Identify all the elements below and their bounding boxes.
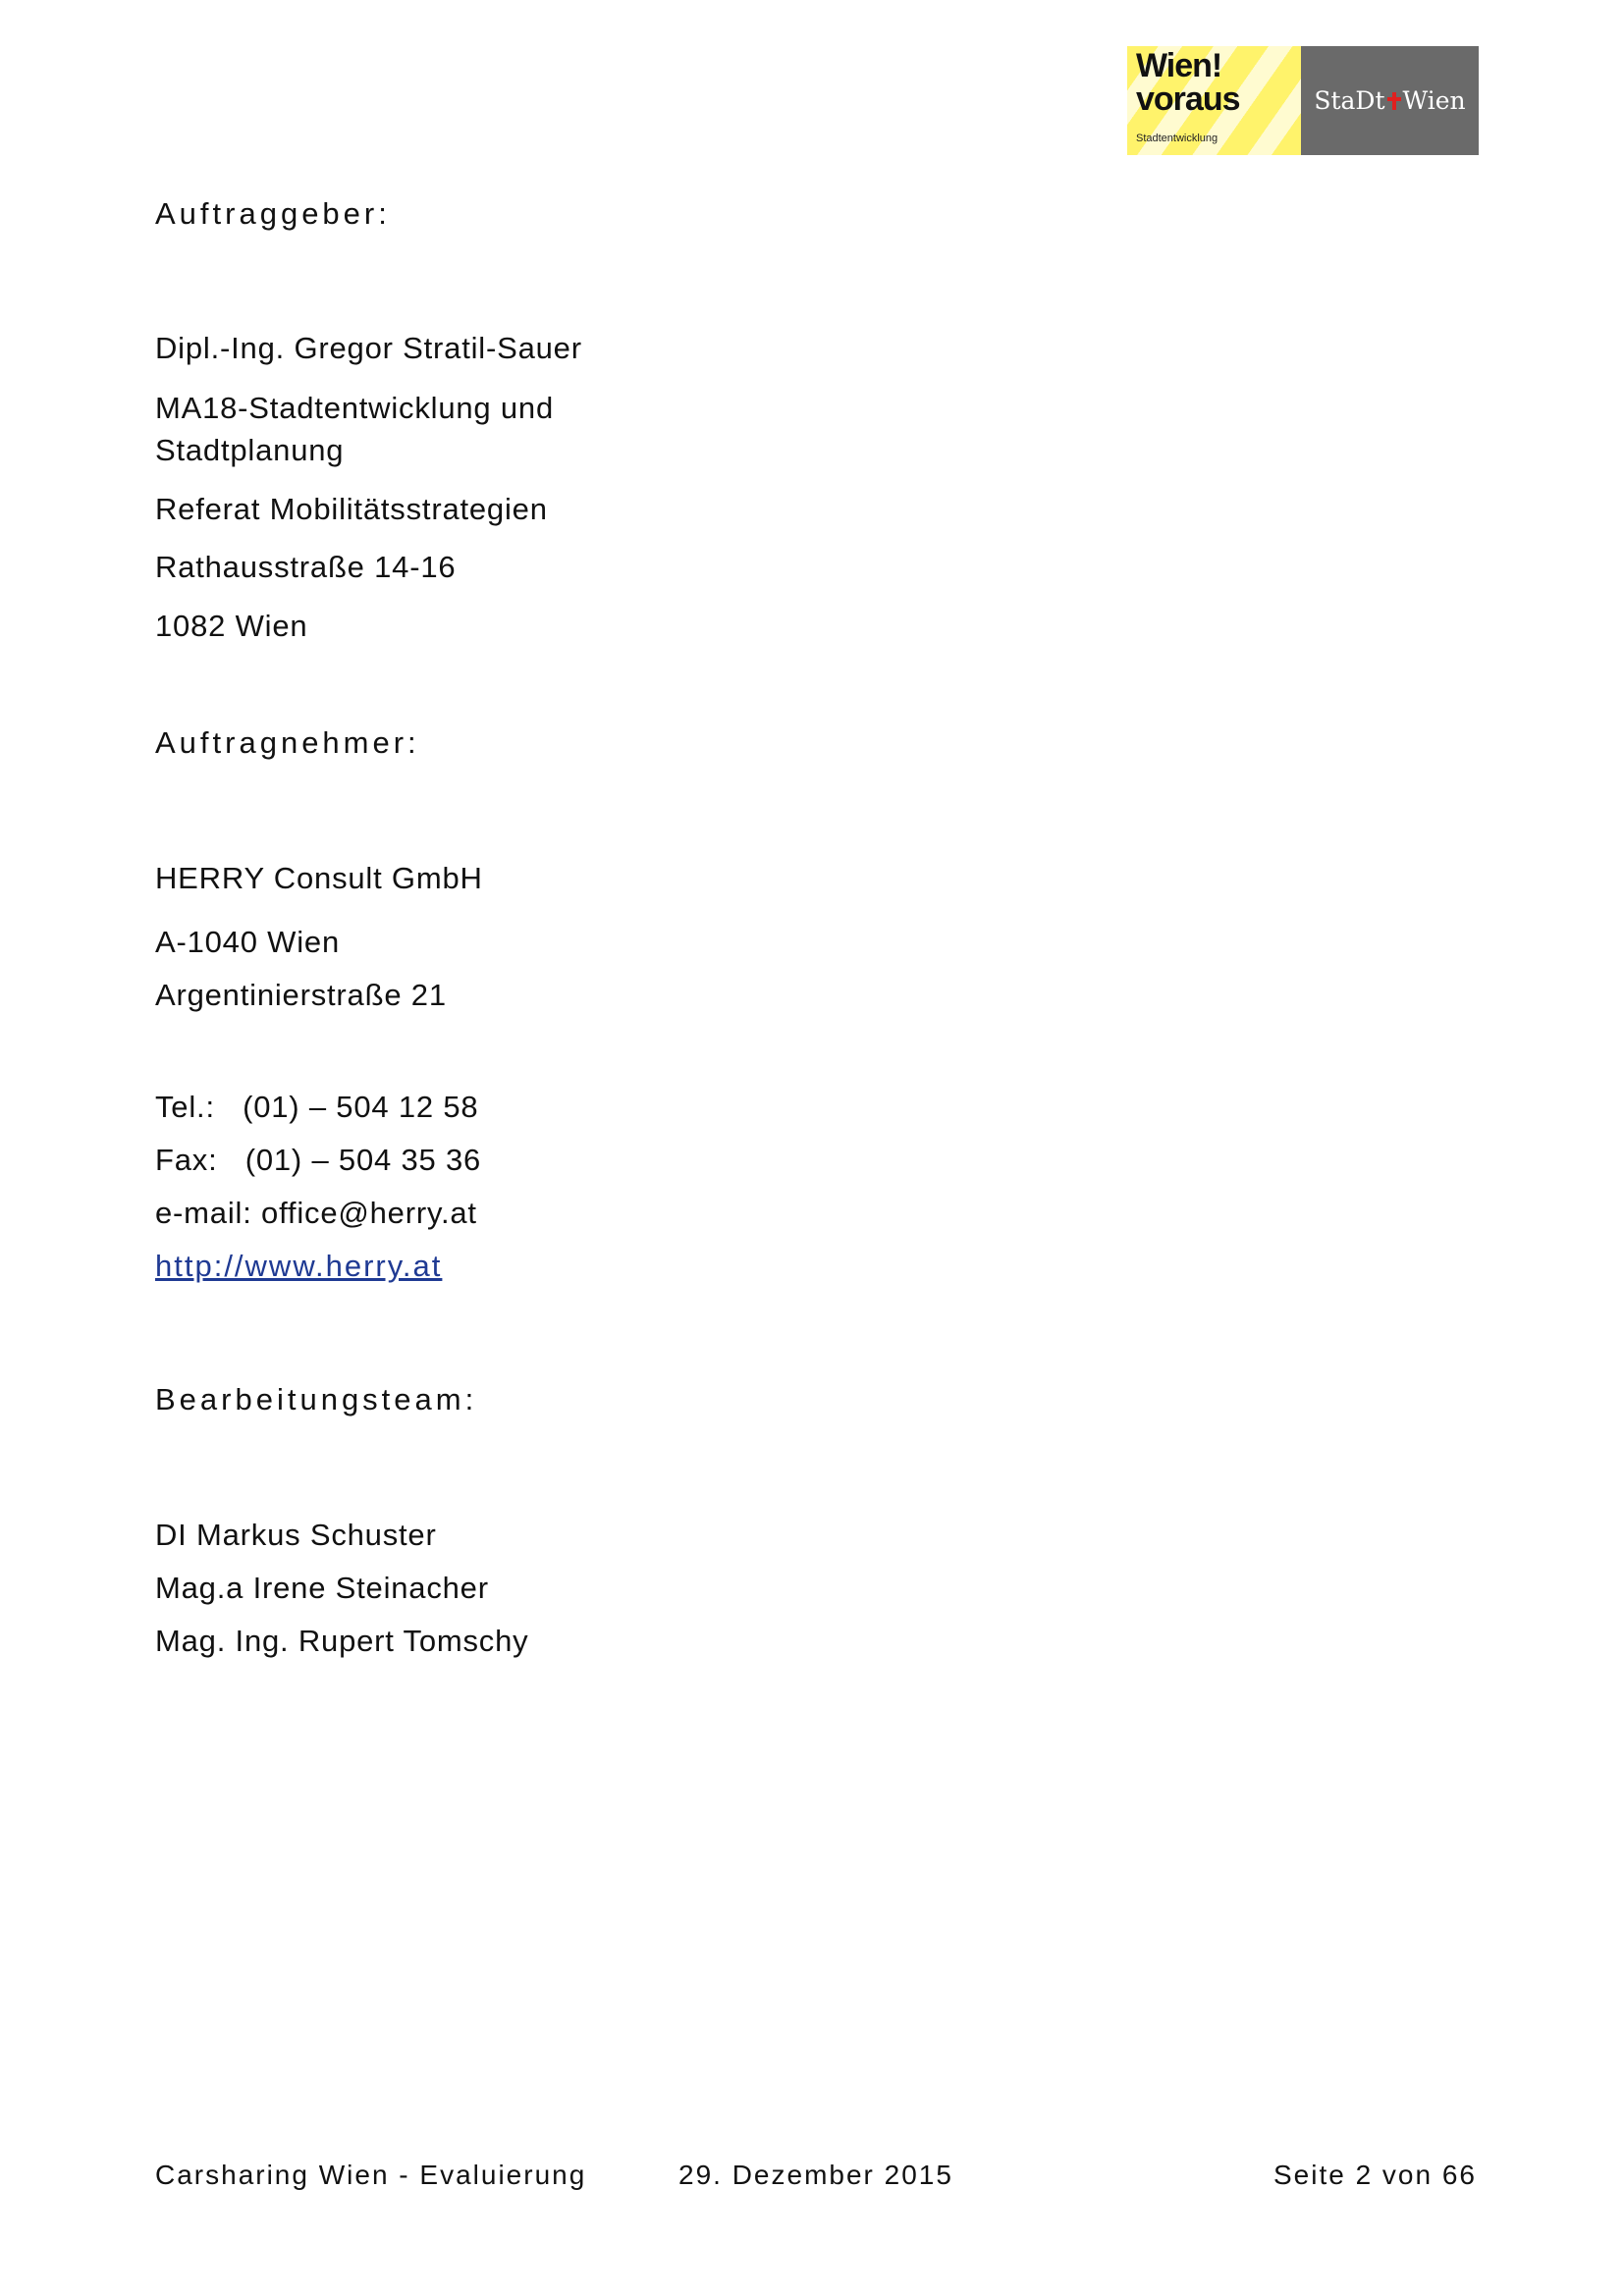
auftraggeber-street: Rathausstraße 14-16 — [155, 550, 457, 584]
cross-icon — [1387, 91, 1401, 111]
auftragnehmer-company: HERRY Consult GmbH — [155, 861, 483, 895]
logo-subtitle: Stadtentwicklung — [1136, 133, 1218, 144]
wien-voraus-logo — [1127, 46, 1479, 155]
auftraggeber-referat: Referat Mobilitätsstrategien — [155, 492, 548, 526]
stadt-wien-logo — [1301, 46, 1479, 155]
auftraggeber-heading: Auftraggeber: — [155, 196, 391, 231]
stadt-wien-right: Wien — [1402, 86, 1466, 115]
auftragnehmer-email: e-mail: office@herry.at — [155, 1196, 477, 1230]
footer-page-number: Seite 2 von 66 — [1272, 2160, 1477, 2190]
footer-date: 29. Dezember 2015 — [678, 2160, 953, 2190]
auftragnehmer-heading: Auftragnehmer: — [155, 725, 420, 760]
auftraggeber-dept-line1: MA18-Stadtentwicklung und — [155, 391, 555, 425]
logo-wien-text: Wien! — [1136, 47, 1222, 84]
auftragnehmer-fax: Fax: (01) – 504 35 36 — [155, 1143, 482, 1177]
auftraggeber-city: 1082 Wien — [155, 609, 308, 643]
team-member: DI Markus Schuster — [155, 1518, 437, 1552]
auftraggeber-name: Dipl.-Ing. Gregor Stratil-Sauer — [155, 331, 582, 365]
wien-voraus-badge — [1127, 46, 1301, 155]
footer-title: Carsharing Wien - Evaluierung — [155, 2160, 587, 2190]
website-link[interactable]: http://www.herry.at — [155, 1249, 443, 1283]
stadt-wien-left: StaDt — [1314, 86, 1385, 115]
auftragnehmer-street: Argentinierstraße 21 — [155, 978, 447, 1012]
auftragnehmer-tel: Tel.: (01) – 504 12 58 — [155, 1090, 479, 1124]
team-heading: Bearbeitungsteam: — [155, 1382, 478, 1416]
team-member: Mag.a Irene Steinacher — [155, 1571, 489, 1605]
auftragnehmer-city: A-1040 Wien — [155, 925, 341, 959]
auftraggeber-dept-line2: Stadtplanung — [155, 433, 345, 467]
team-member: Mag. Ing. Rupert Tomschy — [155, 1624, 529, 1658]
logo-voraus-text: voraus — [1136, 80, 1240, 118]
